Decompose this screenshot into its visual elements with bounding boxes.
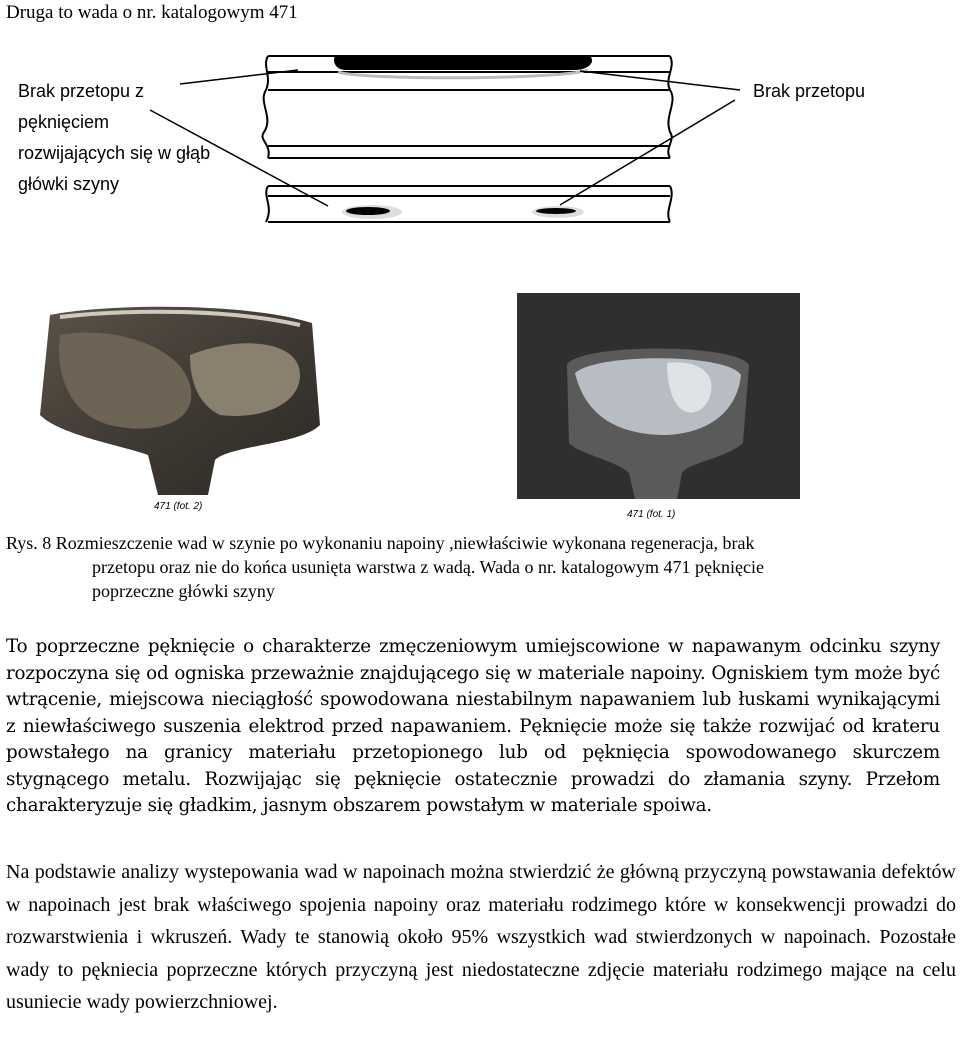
defect-band-top	[334, 56, 592, 70]
page-heading: Druga to wada o nr. katalogowym 471	[6, 2, 298, 23]
photo-left-caption: 471 (fot. 2)	[154, 501, 203, 512]
label-no-fusion: Brak przetopu	[753, 81, 866, 101]
photo-right-caption: 471 (fot. 1)	[627, 509, 676, 520]
photo-rail-section-left	[30, 295, 330, 520]
caption-line-1: Rys. 8 Rozmieszczenie wad w szynie po wykonaniu napoiny ,niewłaściwie wykonana regeneracja, brak	[6, 533, 755, 553]
paragraph-conclusion: Na podstawie analizy wystepowania wad w napoinach można stwierdzić że główną przyczyną powstawania defektów w napoinach jest brak właściwego spojenia napoiny oraz materiału rodzimego które w konsekwencji prowadzi do rozwarstwienia i wkruszeń. Wady te stanowią około 95% wszystkich wad stwierdzonych w napoinach. Pozostałe wady to pękniecia poprzeczne których przyczyną jest niedostateczne zdjęcie materiału rodzimego mające na celu usuniecie wady powierzchniowej.	[6, 861, 956, 1013]
caption-line-2: przetopu oraz nie do końca usunięta warstwa z wadą. Wada o nr. katalogowym 471 pęknięcie	[92, 557, 764, 577]
figure-caption	[6, 531, 956, 603]
paragraph-fatigue-crack: To poprzeczne pęknięcie o charakterze zmęczeniowym umiejscowione w napawanym odcinku szyny rozpoczyna się od ogniska przeważnie znajdującego się w materiale napoiny. Ogniskiem tym może być wtrącenie, miejscowa nieciągłość spowodowana niestabilnym napawaniem lub łuskami wynikającymi z niewłaściwego suszenia elektrod przed napawaniem. Pęknięcie może się także rozwijać od krateru powstałego na granicy materiału przetopionego lub od pęknięcia spowodowanego skurczem stygnącego metalu. Rozwijając się pęknięcie ostatecznie prowadzi do złamania szyny. Przełom charakteryzuje się gładkim, jasnym obszarem powstałym w materiale spoiwa.	[6, 636, 940, 816]
caption-line-3: poprzeczne główki szyny	[92, 581, 275, 601]
label-no-fusion-with-crack: Brak przetopu z pęknięciem rozwijających się w głąb główki szyny	[18, 81, 211, 194]
photo-rail-section-right	[517, 293, 802, 521]
